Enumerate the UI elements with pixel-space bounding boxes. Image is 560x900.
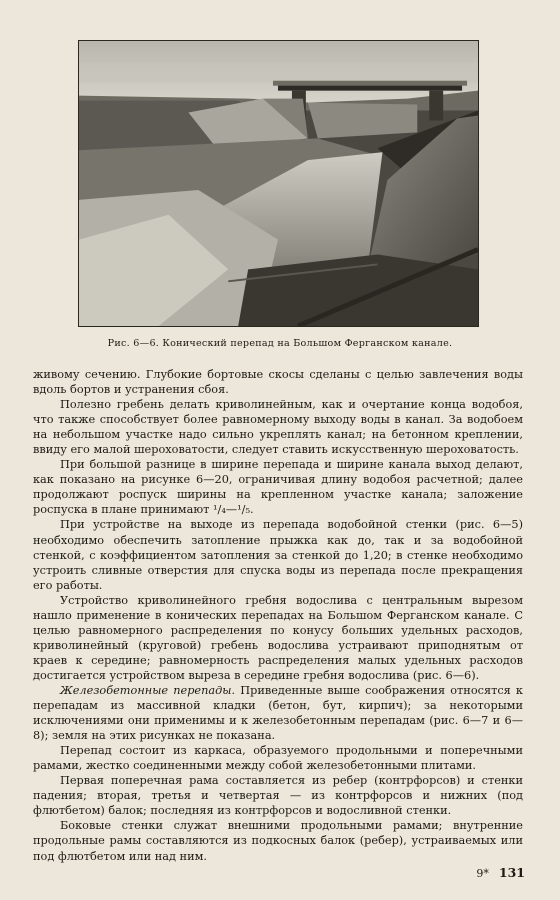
paragraph: Боковые стенки служат внешними продольными рамами; внутренние продольные рамы составляются из подкосных балок (ребер), устраиваемых или под флютбетом или над ним.: [33, 819, 523, 863]
canal-drop-photo: [79, 41, 478, 326]
section-run-in-heading: Железобетонные перепады.: [60, 683, 236, 697]
paragraph-text: Приведенные выше соображения относятся к перепадам из массивной кладки (бетон, бут, кирпич); за некоторыми исключениями они применимы и к железобетонным перепадам (рис. 6—7 и 6—8); земля на этих рисунках не показана.: [33, 683, 523, 743]
body-text: [33, 367, 523, 864]
paragraph: Первая поперечная рама составляется из ребер (контрфорсов) и стенки падения; вторая, третья и четвертая — из контрфорсов и нижних (под флютбетом) балок; последняя из контрфорсов и водосливной стенки.: [33, 774, 523, 818]
paragraph-continuation: живому сечению. Глубокие бортовые скосы сделаны с целью завлечения воды вдоль бортов и устранения сбоя.: [33, 368, 523, 397]
paragraph: Полезно гребень делать криволинейным, как и очертание конца водобоя, что также способствует более равномерному выходу воды в канал. За водобоем на небольшом участке надо сильно укреплять канал; на бетонном креплении, ввиду его малой шероховатости, следует ставить искусственную шероховатость.: [33, 398, 523, 457]
paragraph-reinforced-concrete-drops: [33, 683, 523, 743]
page-number: 131: [498, 865, 525, 880]
paragraph: При устройстве на выходе из перепада водобойной стенки (рис. 6—5) необходимо обеспечить затопление прыжка как до, так и за водобойной стенкой, с коэффициентом затопления за стенкой до 1,20; в стенке необходимо устроить сливные отверстия для спуска воды из перепада после прекращения его работы.: [33, 518, 523, 592]
paragraph: При большой разнице в ширине перепада и ширине канала выход делают, как показано на рисунке 6—20, ограничивая длину водобоя расчетной; далее продолжают роспуск ширины на крепленном участке канала; заложение роспуска в плане принимают ¹/₄—¹/₅.: [33, 458, 523, 517]
paragraph: Перепад состоит из каркаса, образуемого продольными и поперечными рамами, жестко соединенными между собой железобетонными плитами.: [33, 744, 523, 773]
page-footer: [476, 865, 525, 880]
paragraph: Устройство криволинейного гребня водослива с центральным вырезом нашло применение в конических перепадах на Большом Ферганском канале. С целью равномерного распределения по конусу больших удельных расходов, криволинейный (круговой) гребень водослива устраивают приподнятым от краев к середине; равномерность распределения малых удельных расходов достигается устройством выреза в середине гребня водослива (рис. 6—6).: [33, 593, 523, 682]
printer-signature: 9*: [476, 867, 489, 880]
figure-photo: [78, 40, 479, 327]
figure-caption: Рис. 6—6. Конический перепад на Большом Ферганском канале.: [107, 338, 453, 349]
